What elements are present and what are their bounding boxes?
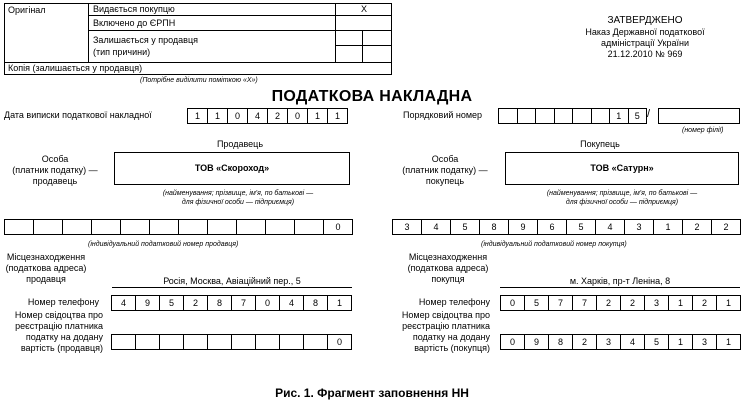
digit-cell[interactable]: 7 (232, 295, 256, 311)
approval-line: ЗАТВЕРДЖЕНО (607, 15, 683, 26)
serial-slash: / (647, 108, 651, 120)
digit-cell[interactable] (208, 334, 232, 350)
digit-cell[interactable]: 6 (538, 219, 567, 235)
seller-address: Росія, Москва, Авіаційний пер., 5 (163, 276, 301, 286)
digit-cell[interactable] (92, 219, 121, 235)
approval-line: 21.12.2010 № 969 (607, 49, 683, 59)
issue-date-cells (187, 108, 348, 124)
buyer-ipn-note: (індивідуальний податковий номер покупця) (481, 241, 627, 248)
buyer-cert-label: Номер свідоцтва про реєстрацію платника податку на додану вартість (покупця) (401, 310, 490, 353)
digit-cell[interactable]: 0 (328, 334, 352, 350)
digit-cell[interactable] (536, 108, 555, 124)
digit-cell[interactable]: 8 (549, 334, 573, 350)
status-row-label: Включено до ЄРПН (93, 18, 176, 28)
digit-cell[interactable]: 1 (669, 295, 693, 311)
digit-cell[interactable]: 2 (712, 219, 741, 235)
status-row-label: Залишається у продавця (тип причини) (93, 35, 198, 57)
digit-cell[interactable] (160, 334, 184, 350)
branch-number-note: (номер філії) (682, 127, 724, 134)
digit-cell[interactable]: 7 (549, 295, 573, 311)
approval-line: адміністрації України (601, 38, 689, 48)
digit-cell[interactable]: 9 (136, 295, 160, 311)
digit-cell[interactable]: 0 (228, 108, 248, 124)
digit-cell[interactable]: 2 (268, 108, 288, 124)
digit-cell[interactable] (34, 219, 63, 235)
digit-cell[interactable] (184, 334, 208, 350)
digit-cell[interactable]: 0 (288, 108, 308, 124)
digit-cell[interactable]: 8 (480, 219, 509, 235)
digit-cell[interactable]: 0 (501, 334, 525, 350)
digit-cell[interactable] (63, 219, 92, 235)
digit-cell[interactable]: 9 (525, 334, 549, 350)
digit-cell[interactable] (592, 108, 611, 124)
digit-cell[interactable] (304, 334, 328, 350)
digit-cell[interactable] (280, 334, 304, 350)
digit-cell[interactable] (573, 108, 592, 124)
digit-cell[interactable] (256, 334, 280, 350)
buyer-name-note: (найменування; прізвище, ім'я, по батькові — для фізичної особи — підприємця) (546, 190, 698, 206)
digit-cell[interactable]: 1 (328, 108, 348, 124)
buyer-phone-label: Номер телефону (418, 297, 490, 307)
digit-cell[interactable]: 2 (693, 295, 717, 311)
seller-person-label: Особа (платник податку) — продавець (12, 154, 98, 186)
digit-cell[interactable]: 3 (645, 295, 669, 311)
digit-cell[interactable] (150, 219, 179, 235)
digit-cell[interactable]: 3 (625, 219, 654, 235)
digit-cell[interactable]: 2 (621, 295, 645, 311)
digit-cell[interactable]: 5 (629, 108, 648, 124)
buyer-name: ТОВ «Сатурн» (590, 163, 654, 173)
seller-cert-cells (111, 334, 352, 350)
digit-cell[interactable]: 1 (188, 108, 208, 124)
digit-cell[interactable]: 3 (597, 334, 621, 350)
digit-cell[interactable]: 0 (256, 295, 280, 311)
digit-cell[interactable]: 3 (393, 219, 422, 235)
digit-cell[interactable]: 1 (669, 334, 693, 350)
digit-cell[interactable]: 5 (525, 295, 549, 311)
digit-cell[interactable] (179, 219, 208, 235)
figure-caption: Рис. 1. Фрагмент заповнення НН (275, 386, 469, 400)
digit-cell[interactable]: 2 (573, 334, 597, 350)
digit-cell[interactable] (208, 219, 237, 235)
digit-cell[interactable] (5, 219, 34, 235)
digit-cell[interactable]: 2 (184, 295, 208, 311)
issue-date-label: Дата виписки податкової накладної (4, 110, 152, 120)
digit-cell[interactable]: 2 (683, 219, 712, 235)
buyer-address: м. Харків, пр-т Леніна, 8 (569, 276, 671, 286)
digit-cell[interactable]: 4 (112, 295, 136, 311)
seller-phone-label: Номер телефону (27, 297, 99, 307)
seller-phone-cells (111, 295, 352, 311)
approval-line: Наказ Державної податкової (585, 27, 705, 37)
digit-cell[interactable]: 5 (160, 295, 184, 311)
page-title: ПОДАТКОВА НАКЛАДНА (271, 88, 473, 105)
seller-address-label: Місцезнаходження (податкова адреса) продавця (5, 252, 87, 284)
digit-cell[interactable] (518, 108, 537, 124)
serial-label: Порядковий номер (403, 110, 483, 120)
digit-cell[interactable]: 1 (208, 108, 228, 124)
digit-cell[interactable] (112, 334, 136, 350)
digit-cell[interactable]: 3 (693, 334, 717, 350)
original-label: Оригінал (8, 5, 46, 15)
seller-ipn-note: (індивідуальний податковий номер продавця) (88, 241, 239, 248)
seller-cert-label: Номер свідоцтва про реєстрацію платника податку на додану вартість (продавця) (14, 310, 103, 353)
copy-label: Копія (залишається у продавця) (8, 63, 143, 73)
seller-name-note: (найменування; прізвище, ім'я, по батькові — для фізичної особи — підприємця) (162, 190, 314, 206)
digit-cell[interactable]: 2 (597, 295, 621, 311)
digit-cell[interactable]: 4 (422, 219, 451, 235)
digit-cell[interactable]: 1 (654, 219, 683, 235)
digit-cell[interactable] (555, 108, 574, 124)
digit-cell[interactable]: 0 (324, 219, 353, 235)
buyer-ipn-cells (392, 219, 741, 235)
serial-number-cells (498, 108, 647, 124)
digit-cell[interactable] (237, 219, 266, 235)
digit-cell[interactable] (232, 334, 256, 350)
digit-cell[interactable]: 8 (208, 295, 232, 311)
digit-cell[interactable]: 4 (596, 219, 625, 235)
digit-cell[interactable]: 9 (509, 219, 538, 235)
seller-name: ТОВ «Скороход» (194, 163, 270, 173)
buyer-cert-cells (500, 334, 741, 350)
buyer-person-label: Особа (платник податку) — покупець (402, 154, 488, 186)
buyer-phone-cells (500, 295, 741, 311)
status-row-label: Видається покупцю (93, 4, 175, 14)
digit-cell[interactable] (136, 334, 160, 350)
digit-cell[interactable]: 1 (328, 295, 352, 311)
branch-number-field[interactable] (658, 108, 740, 124)
digit-cell[interactable] (295, 219, 324, 235)
status-row-mark[interactable]: Х (360, 4, 367, 14)
digit-cell[interactable]: 4 (621, 334, 645, 350)
digit-cell[interactable]: 5 (567, 219, 596, 235)
seller-ipn-cells (4, 219, 353, 235)
digit-cell[interactable]: 1 (610, 108, 629, 124)
digit-cell[interactable]: 8 (304, 295, 328, 311)
digit-cell[interactable]: 4 (280, 295, 304, 311)
buyer-address-label: Місцезнаходження (податкова адреса) покупця (407, 252, 489, 284)
buyer-heading: Покупець (580, 139, 620, 149)
mark-note: (Потрібне виділити поміткою «Х») (140, 77, 258, 84)
seller-heading: Продавець (216, 139, 264, 149)
digit-cell[interactable]: 4 (248, 108, 268, 124)
digit-cell[interactable]: 0 (501, 295, 525, 311)
digit-cell[interactable] (499, 108, 518, 124)
digit-cell[interactable]: 1 (717, 295, 741, 311)
digit-cell[interactable] (266, 219, 295, 235)
digit-cell[interactable]: 1 (308, 108, 328, 124)
digit-cell[interactable] (121, 219, 150, 235)
digit-cell[interactable]: 1 (717, 334, 741, 350)
digit-cell[interactable]: 5 (645, 334, 669, 350)
digit-cell[interactable]: 5 (451, 219, 480, 235)
digit-cell[interactable]: 7 (573, 295, 597, 311)
